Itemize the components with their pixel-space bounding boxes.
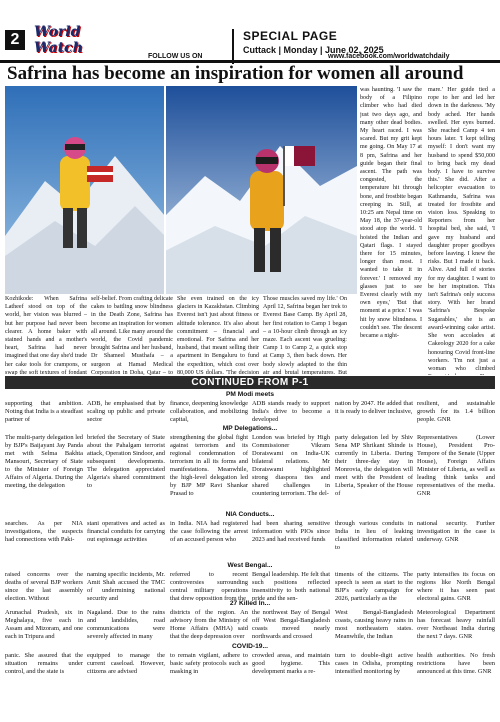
section-column: raised concerns over the deaths of several BJP workers since the last assembly election. Without <box>5 571 83 601</box>
headline: Safrina has become an inspiration for women all around <box>7 63 464 84</box>
section-column: supporting that ambition. Noting that India is a steadfast partner of <box>5 400 83 423</box>
section-column: Bengal leadership. He felt that such positions reflected insensitivity to both national pride and the sen- <box>252 571 330 601</box>
section-column: Representatives (Lower House), President Pro-Tempore of the Senate (Upper House), Foreign Affairs Minister of Liberia, as well as leading think tanks and representatives of the media. GNR <box>417 434 495 497</box>
section-column: crowded areas, and maintain good hygiene. This development marks a re- <box>252 652 330 675</box>
section-column: Arunachal Pradesh, six in Meghalaya, five each in Assam and Mizoram, and one each in Tripura and <box>5 609 83 640</box>
section-column: briefed the Secretary of State about the Pahalgam terrorist attack, Operation Sindoor, and subsequent developments. The delegation appreciated Algeria's shared commitment to <box>87 434 165 489</box>
section-heading: COVID-19... <box>232 643 268 650</box>
section-column: the northwest Bay of Bengal off West Bengal-Bangladesh coasts moved nearly northwards and crossed <box>252 609 330 640</box>
section-column: to remain vigilant, adhere to basic safety protocols such as masking in <box>170 652 248 675</box>
newspaper-logo: World Watch <box>34 24 83 56</box>
article-column-3: She even trained on the icy glaciers in Kazakhstan. Climbing Everest isn't just about fitness or altitude tolerance. It's also about commitment – financial and emotional. For Safrina and her husband, that meant selling their apartment in Bengaluru to fund the expedition, which cost over 80,000 US dollars. 'The decision <box>177 296 259 375</box>
masthead <box>0 0 500 62</box>
section-column: health authorities. No fresh restrictions have been announced at this time. GNR <box>417 652 495 675</box>
section-column: naming specific incidents, Mr. Amit Shah accused the TMC of undermining national security and <box>87 571 165 601</box>
article-column-5: was haunting. 'I saw the body of a Filipino climber who had died just two days ago, and many other dead bodies. My heart raced. I was scared. But my grit kept me going. On May 17 at 8 pm, Safrina and her guide began their final ascent. The path was congested, the temperature hit through bone, and frostbite began creeping in. Still, at 10:25 am Nepal time on May 18, the 37-year-old stood atop the world. 'I hoisted the Indian and Qatari flags. I stayed there for 15 minutes, longer than most. I wanted to take it in forever.' I removed my glasses just to see Everest clearly with my own eyes,' 'But that moment at a price.' I was hit by snow blindness. I couldn't see. The descent became a night- <box>360 87 422 340</box>
article-column-1: Kozhikode: When Safrina Latheef stood on top of the world, her vision was blurred – but her purpose had never been clearer. A home baker with stained hands and a mother's heart, Safrina had never imagined that one day she'd trade her cake tools for crampons, or swap the soft textures of fondant <box>5 296 87 375</box>
section-heading: PM Modi meets <box>226 391 274 398</box>
section-column: The multi-party delegation led by BJP's Baijayant Jay Panda met with Selma Bakhta Mansouri, Secretary of State to the Minister of Foreign Affairs of Algeria. During the meeting, the delegation <box>5 434 83 489</box>
follow-us-label: FOLLOW US ON <box>148 53 203 60</box>
section-column: equipped to manage the current caseload. However, citizens are advised <box>87 652 165 675</box>
section-column: in India. NIA had registered the case following the arrest of an accused person who <box>170 520 248 543</box>
section-column: party intensifies its focus on regions like North Bengal where it has seen past electoral gains. GNR <box>417 571 495 601</box>
section-column: districts of the region. An advisory from the Ministry of Home Affairs (MHA) said that the deep depression over <box>170 609 248 640</box>
section-column: national security. Further investigation in the case is underway. GNR <box>417 520 495 543</box>
section-column: had been sharing sensitive information with PIOs since 2023 and had received funds <box>252 520 330 543</box>
section-column: referred to recent controversies surrounding central military operations that drew opposition from the <box>170 571 248 601</box>
page-number: 2 <box>5 30 25 50</box>
section-column: through various conduits in India in lieu of leaking classified information related to <box>335 520 413 551</box>
continued-banner: CONTINUED FROM P-1 <box>5 376 495 389</box>
section-column: Nagaland. Due to the rains and landslides, road communications were severely affected in many <box>87 609 165 640</box>
article-column-6: mare.' Her guide tied a rope to her and led her down in the darkness. 'My body ached. Her hands swelled. Her eyes burned. She reached Camp 4 ten hours later. 'I kept telling myself: I don't want my husband to spend $50,000 to bring back my dead body. I have to survive this.' She did. After a helicopter evacuation to Kathmandu, Safrina was treated for frostbite and vision loss. Speaking to Reporters from her hospital bed, she said, 'I gave my husband and daughter proper goodbyes before leaving. I knew the risks. But I made it back. Alive. And full of stories for my daughter. I want to be her inspiration. This isn't Safrina's only success story. With her brand 'Safrina's Bespoke Sugarables,' she is an award-winning cake artist. She won accolades at Cakeology 2020 for a cake honouring Covid front-line workers. 'I'm not just a woman who climbed <box>428 87 495 372</box>
section-column: West Bengal-Bangladesh coasts, causing heavy rains in most northeastern states. Meanwhile, the Indian <box>335 609 413 640</box>
section-column: resilient, and sustainable growth for its 1.4 billion people. GNR <box>417 400 495 423</box>
section-column: nation by 2047. He added that it is ready to deliver inclusive, <box>335 400 413 415</box>
section-column: panic. She assured that the situation remains under control, and the state is <box>5 652 83 675</box>
section-column: strengthening the global fight against terrorism and its regional condemnation of terrorism in all its forms and manifestations. Meanwhile, the high-level delegation led by BJP MP Ravi Shankar Prasad to <box>170 434 248 497</box>
section-column: timents of the citizens. The speech is seen as start to the BJP's early campaign for 2026, particularly as the <box>335 571 413 601</box>
facebook-link[interactable]: www.facebook.com/worldwatchdaily <box>328 53 450 60</box>
section-column: ADB, he emphasised that by scaling up public and private sector <box>87 400 165 423</box>
section-heading: 27 Killed In... <box>229 600 271 607</box>
section-title: SPECIAL PAGE <box>243 29 338 43</box>
section-heading: MP Delegations... <box>222 425 278 432</box>
section-column: Meteorological Department has forecast heavy rainfall over Northeast India during the next 7 days. GNR <box>417 609 495 640</box>
section-column: stani operatives and acted as financial conduits for carrying out espionage activities <box>87 520 165 543</box>
section-column: party delegation led by Shiv Sena MP Shrikant Shinde is currently in Liberia. During their three-day stay in Monrovia, the delegation will meet with the President of Liberia, Speaker of the House of <box>335 434 413 497</box>
article-column-2: self-belief. From crafting delicate cakes to battling snow blindness in the Death Zone, Safrina has become an inspiration for women all around. Like many around the world, the Covid pandemic brought Safrina and her husband, Dr Shameel Musthafa – a surgeon at Hamad Medical Corporation in Doha, Qatar – to <box>91 296 173 375</box>
article-column-4: Those muscles saved my life.' On April 12, Safrina began her trek to Everest Base Camp. By April 28, her first rotation to Camp 1 began – a 10-hour climb through an icy maze. Each ascent was grueling: Camp 1 to Camp 2, a quick stop at Camp 3, then back down. Her body slowly adapted to the thin air and brutal temperatures. But <box>263 296 347 375</box>
section-heading: NIA Conducts... <box>225 511 275 518</box>
section-column: searches. As per NIA investigations, the suspects had connections with Paki- <box>5 520 83 543</box>
section-column: finance, deepening knowledge collaboration, and mobilizing capital, <box>170 400 248 423</box>
section-column: turn to double-digit active cases in Odisha, prompting intensified monitoring by <box>335 652 413 675</box>
section-column: London was briefed by High Commissioner Vikram Doraiswami on India-UK bilateral relations. Mr Doraiswami highlighted strong diaspora ties and shared challenges in countering terrorism. The del- <box>252 434 330 497</box>
header-divider <box>232 29 234 64</box>
dateline: Cuttack | Monday | June 02, 2025 <box>243 45 384 55</box>
section-heading: West Bengal... <box>227 562 273 569</box>
section-column: ADB stands ready to support India's drive to become a developed <box>252 400 330 423</box>
